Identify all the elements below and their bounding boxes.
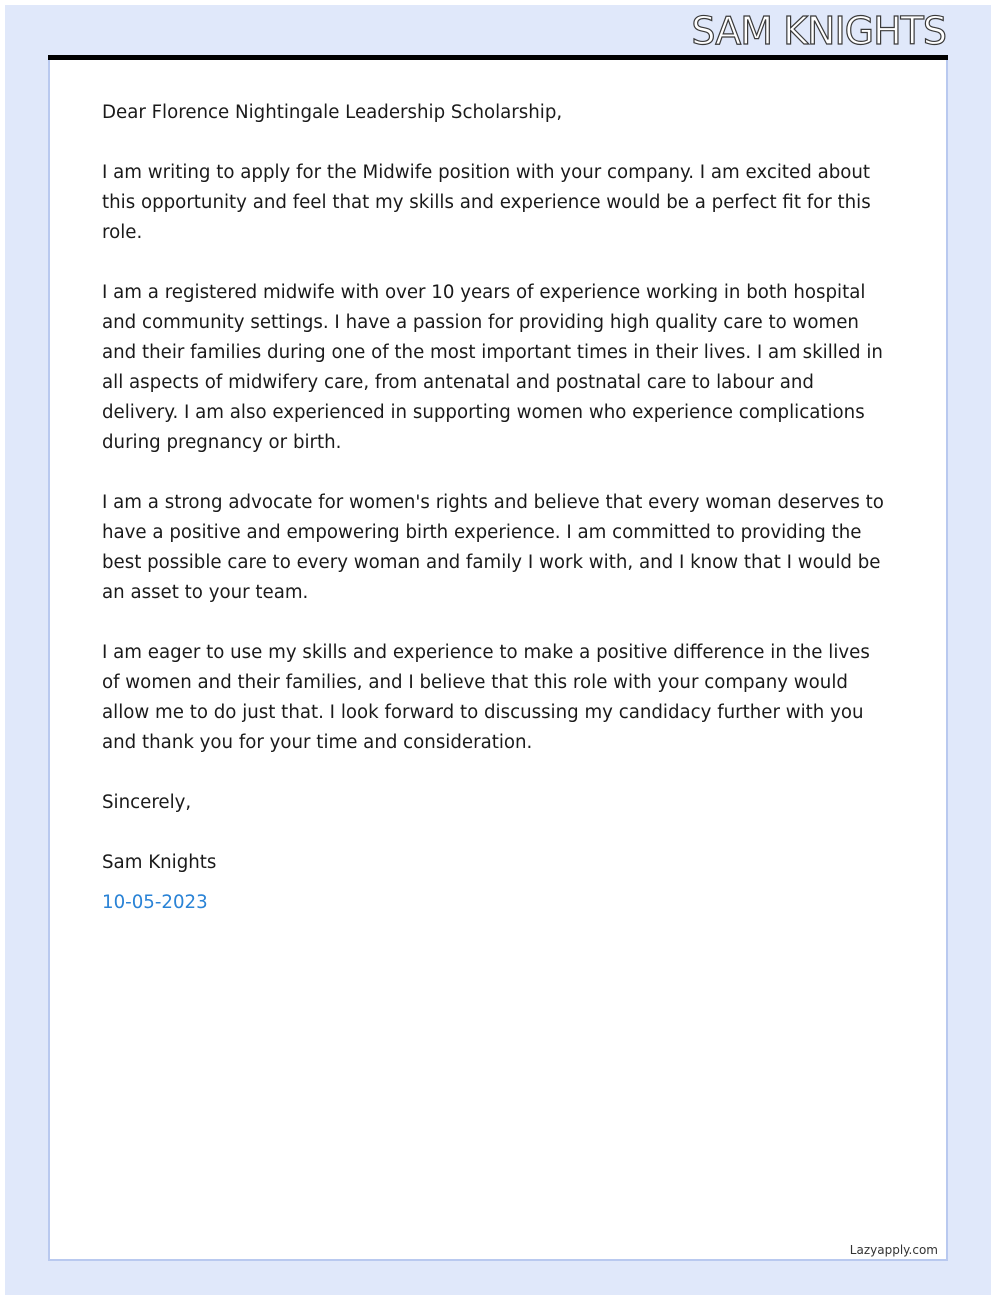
applicant-name-header: SAM KNIGHTS — [691, 9, 946, 53]
salutation: Dear Florence Nightingale Leadership Scholarship, — [102, 102, 563, 123]
paragraph-2: I am a registered midwife with over 10 years of experience working in both hospital and community settings. I have a passion for providing high quality care to women and their families during one of the most important times in their lives. I am skilled in all aspects of midwifery care, from antenatal and postnatal care to labour and delivery. I am also experienced in supporting women who experience complications during pregnancy or birth. — [102, 282, 883, 453]
paragraph-4: I am eager to use my skills and experience to make a positive difference in the lives of women and their families, and I believe that this role with your company would allow me to do just that. I look forward to discussing my candidacy further with you and thank you for your time and consideration. — [102, 642, 870, 753]
cover-letter-body — [102, 98, 892, 918]
watermark: Lazyapply.com — [849, 1243, 938, 1257]
paragraph-1: I am writing to apply for the Midwife position with your company. I am excited about this opportunity and feel that my skills and experience would be a perfect fit for this role. — [102, 162, 871, 243]
signature: Sam Knights — [102, 852, 217, 873]
letter-date: 10-05-2023 — [102, 892, 208, 913]
paragraph-3: I am a strong advocate for women's rights and believe that every woman deserves to have a positive and empowering birth experience. I am committed to providing the best possible care to every woman and family I work with, and I know that I would be an asset to your team. — [102, 492, 884, 603]
closing: Sincerely, — [102, 792, 192, 813]
letter-paper — [48, 60, 948, 1261]
